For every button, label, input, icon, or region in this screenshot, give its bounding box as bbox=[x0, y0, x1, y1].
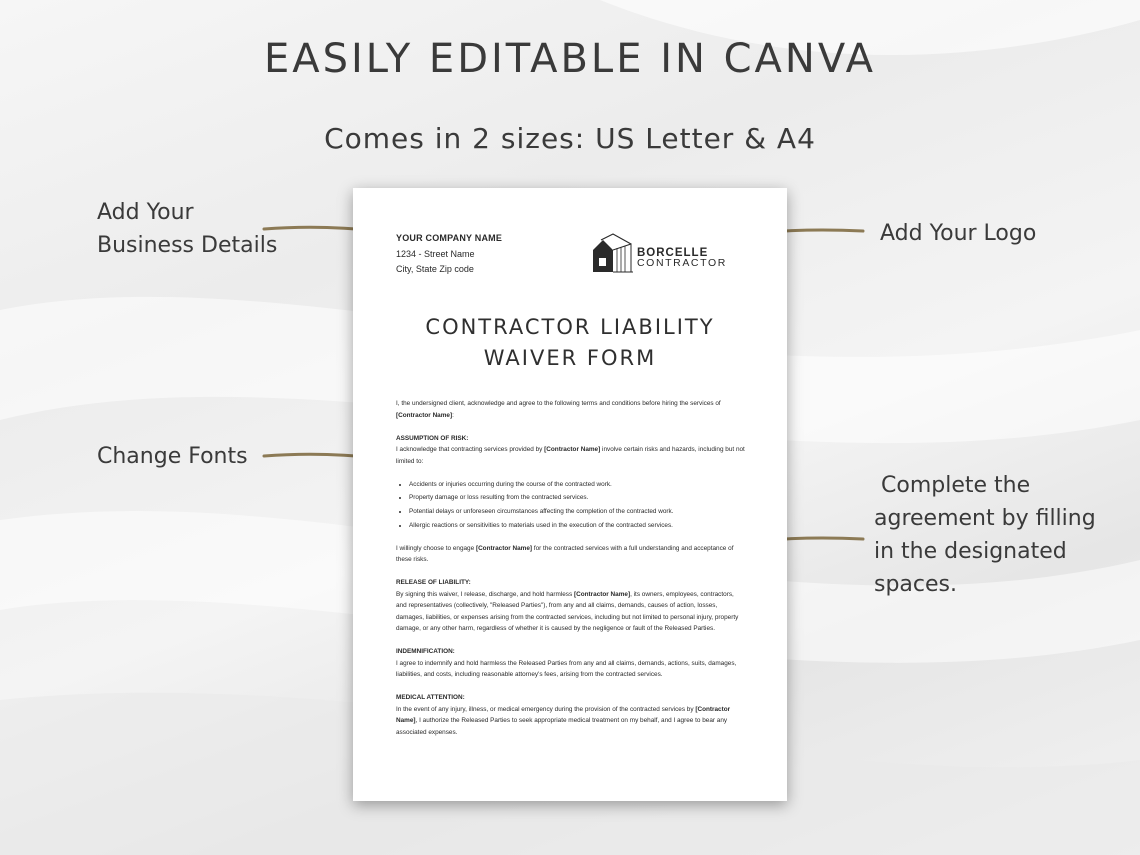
medical-text-end: , I authorize the Released Parties to seek appropriate medical treatment on my behalf, and I agree to bear any associated expenses. bbox=[396, 717, 728, 736]
callout-business-details bbox=[97, 196, 277, 262]
callout-business-line1: Add Your bbox=[97, 200, 194, 225]
callout-complete-line4: spaces. bbox=[874, 572, 957, 597]
indemnification-heading: INDEMNIFICATION: bbox=[396, 648, 455, 656]
page-headline: EASILY EDITABLE IN CANVA bbox=[263, 36, 877, 82]
callout-complete-line2: agreement by filling bbox=[874, 506, 1096, 531]
list-item: • Property damage or loss resulting from the contracted services. bbox=[409, 492, 746, 504]
list-item: • Potential delays or unforeseen circumstances affecting the completion of the contracted work. bbox=[409, 506, 746, 518]
engage-text-end: for the contracted services with a full understanding and acceptance of these risks. bbox=[396, 544, 734, 564]
risk-text: I acknowledge that contracting services provided by bbox=[396, 446, 545, 453]
callout-complete-line1: Complete the bbox=[874, 473, 1031, 498]
company-details bbox=[396, 231, 502, 278]
house-logo-icon bbox=[591, 232, 635, 274]
release-heading: RELEASE OF LIABILITY: bbox=[396, 579, 471, 587]
medical-heading: MEDICAL ATTENTION: bbox=[396, 694, 465, 702]
list-item: • Accidents or injuries occurring during the course of the contracted work. bbox=[409, 479, 746, 491]
intro-text-end: : bbox=[452, 411, 454, 419]
list-item: • Allergic reactions or sensitivities to materials used in the execution of the contracted services. bbox=[409, 520, 746, 532]
release-text-end: , its owners, employees, contractors, and representatives (collectively, "Released Parties"), from any and all claims, demands, causes of action, losses, damages, liabilities, or expenses arising from the contracted services, including but not limited to personal injury, property damage, or any other harm, regardless of whether it is caused by the negligence or fault of the Released Parties. bbox=[396, 590, 739, 633]
callout-complete bbox=[874, 469, 1096, 601]
risk-heading: ASSUMPTION OF RISK: bbox=[396, 434, 469, 442]
intro-text: I, the undersigned client, acknowledge and agree to the following terms and conditions before hiring the services of bbox=[396, 400, 721, 407]
document-title-line2: WAIVER FORM bbox=[483, 346, 657, 370]
contractor-name-field[interactable]: [Contractor Name] bbox=[396, 411, 453, 419]
callout-logo: Add Your Logo bbox=[880, 221, 1037, 246]
company-logo bbox=[591, 232, 731, 274]
indemnification-section bbox=[396, 646, 746, 681]
indemnification-text: I agree to indemnify and hold harmless the Released Parties from any and all claims, demands, actions, suits, damages, liabilities, and costs, including reasonable attorney's fees, arising from the contracted services. bbox=[396, 659, 737, 679]
medical-text: In the event of any injury, illness, or medical emergency during the provision of the contracted services by bbox=[396, 705, 696, 713]
risk-section bbox=[396, 433, 746, 468]
release-text: By signing this waiver, I release, discharge, and hold harmless bbox=[396, 590, 574, 598]
contractor-name-field[interactable]: [Contractor Name] bbox=[396, 705, 731, 725]
callout-business-line2: Business Details bbox=[97, 233, 278, 258]
engage-text: I willingly choose to engage bbox=[396, 544, 476, 552]
company-name: YOUR COMPANY NAME bbox=[396, 233, 503, 243]
callout-fonts: Change Fonts bbox=[97, 444, 248, 469]
logo-text bbox=[637, 248, 727, 268]
company-city: City, State Zip code bbox=[396, 264, 474, 274]
document-title-line1: CONTRACTOR LIABILITY bbox=[425, 315, 715, 339]
document-title bbox=[353, 312, 787, 374]
release-section bbox=[396, 577, 746, 635]
document-page bbox=[353, 188, 787, 801]
logo-line2: CONTRACTOR bbox=[637, 257, 727, 269]
contractor-name-field[interactable]: [Contractor Name] bbox=[544, 446, 601, 453]
callout-complete-line3: in the designated bbox=[874, 539, 1067, 564]
page-subtitle: Comes in 2 sizes: US Letter & A4 bbox=[324, 122, 816, 155]
engage-paragraph bbox=[396, 543, 746, 566]
medical-section bbox=[396, 692, 746, 738]
risk-text-end: involve certain risks and hazards, including but not limited to: bbox=[396, 446, 745, 465]
intro-paragraph bbox=[396, 398, 746, 421]
contractor-name-field[interactable]: [Contractor Name] bbox=[573, 590, 631, 598]
contractor-name-field[interactable]: [Contractor Name] bbox=[475, 544, 533, 552]
logo-line1: BORCELLE bbox=[637, 247, 709, 259]
risk-list bbox=[396, 479, 746, 532]
document-body bbox=[396, 398, 746, 750]
company-street: 1234 - Street Name bbox=[396, 248, 475, 259]
